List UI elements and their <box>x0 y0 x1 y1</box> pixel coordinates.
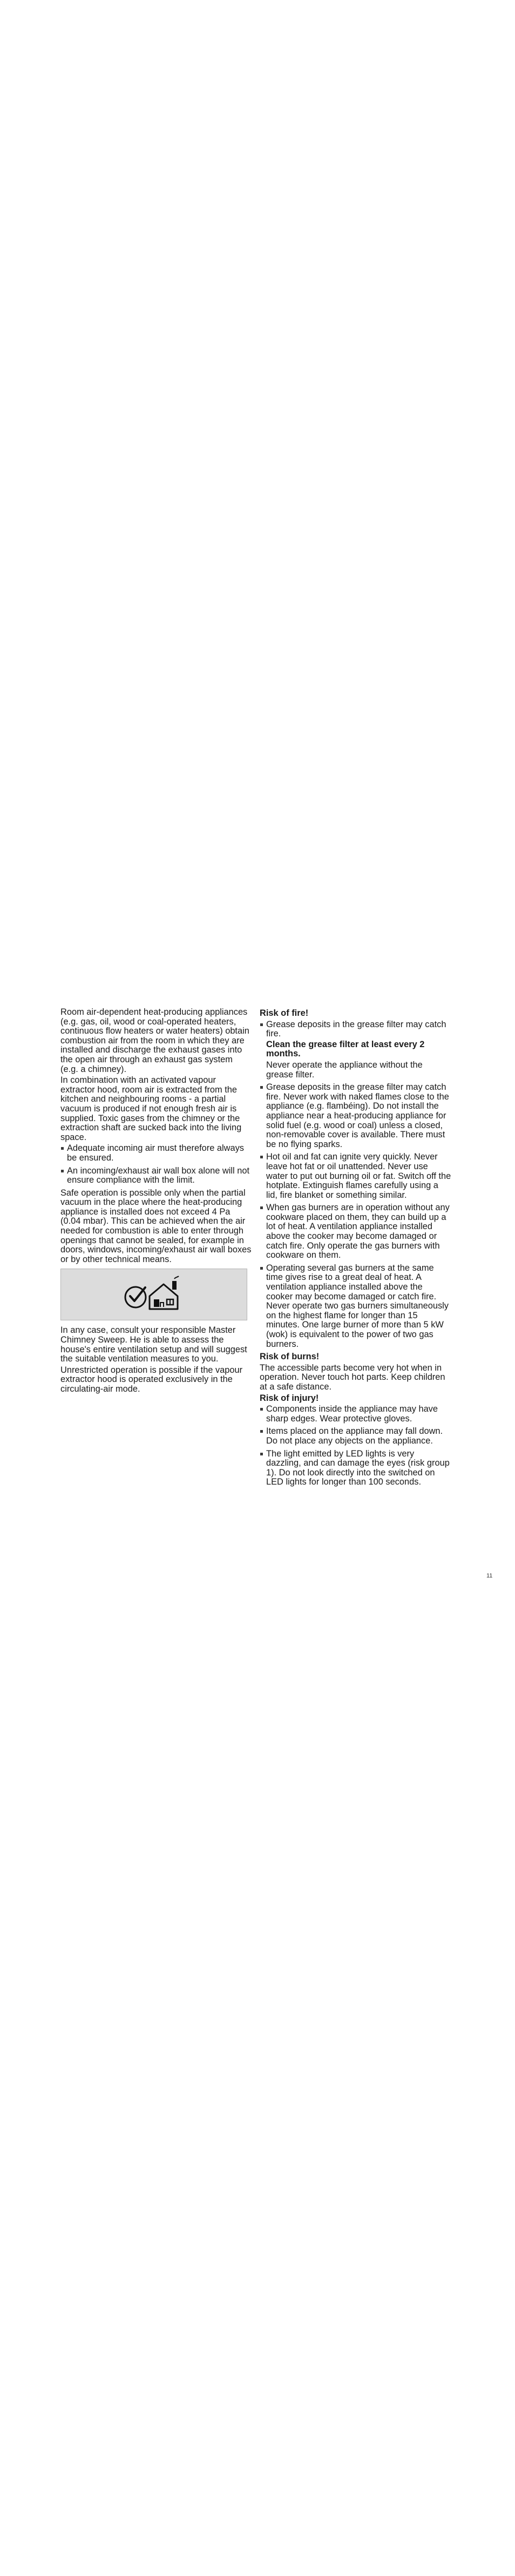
chimney-sweep-illustration <box>121 1276 186 1313</box>
list-item: Items placed on the appliance may fall down. Do not place any objects on the appliance. <box>260 1427 451 1446</box>
room-air-paragraph: Room air-dependent heat-producing appliances (e.g. gas, oil, wood or coal-operated heaters, continuous flow heaters or water heaters) obtain combustion air from the room in which they are installed and discharge the exhaust gases into the open air through an exhaust gas system (e.g. a chimney). <box>60 1007 249 1074</box>
page-number: 11 <box>486 1573 493 1579</box>
incoming-air-list <box>60 1144 252 1185</box>
checkmark-circle-icon <box>125 1287 146 1307</box>
risk-of-injury-heading: Risk of injury! <box>260 1393 319 1403</box>
clean-filter-text: Never operate the appliance without the grease filter. <box>266 1060 423 1080</box>
risk-of-fire-heading: Risk of fire! <box>260 1008 309 1018</box>
right-column <box>260 1008 451 1491</box>
list-item: Adequate incoming air must therefore always be ensured. <box>60 1144 252 1163</box>
fire-list-intro <box>260 1020 451 1039</box>
chimney-sweep-figure <box>60 1269 247 1320</box>
safe-operation-paragraph: Safe operation is possible only when the partial vacuum in the place where the heat-producing appliance is installed does not exceed 4 Pa (0.04 mbar). This can be achieved when the air needed for combustion is able to enter through openings that cannot be sealed, for example in doors, windows, incoming/exhaust air wall boxes or by other technical means. <box>60 1188 252 1264</box>
list-item: Operating several gas burners at the same time gives rise to a great deal of heat. A ventilation appliance installed above the cooker may become damaged or catch fire. Never operate two gas burners simultaneously on the highest flame for longer than 15 minutes. One large burner of more than 5 kW (wok) is equivalent to the power of two gas burners. <box>260 1264 451 1349</box>
list-item: Components inside the appliance may have sharp edges. Wear protective gloves. <box>260 1405 451 1424</box>
grease-filter-instruction <box>260 1040 451 1080</box>
partial-vacuum-paragraph: In combination with an activated vapour extractor hood, room air is extracted from the kitchen and neighbouring rooms - a partial vacuum is produced if not enough fresh air is supplied. Toxic gases from the chimney or the extraction shaft are sucked back into the living space. <box>60 1075 242 1142</box>
list-item: An incoming/exhaust air wall box alone will not ensure compliance with the limit. <box>60 1166 252 1185</box>
burns-paragraph: The accessible parts become very hot when in operation. Never touch hot parts. Keep children at a safe distance. <box>260 1363 445 1392</box>
list-item: Hot oil and fat can ignite very quickly. Never leave hot fat or oil unattended. Never use water to put out burning oil or fat. Switch off the hotplate. Extinguish flames carefully using a lid, fire blanket or something similar. <box>260 1152 451 1200</box>
list-item: When gas burners are in operation without any cookware placed on them, they can build up a lot of heat. A ventilation appliance installed above the cooker may become damaged or catch fire. Only operate the gas burners with cookware on them. <box>260 1203 451 1260</box>
left-column <box>60 1008 252 1396</box>
risk-of-burns-heading: Risk of burns! <box>260 1352 320 1362</box>
fire-list <box>260 1083 451 1349</box>
injury-list <box>260 1405 451 1487</box>
consult-chimney-sweep-paragraph: In any case, consult your responsible Master Chimney Sweep. He is able to assess the house's entire ventilation setup and will suggest the suitable ventilation measures to you. <box>60 1325 247 1364</box>
circulating-air-paragraph: Unrestricted operation is possible if the vapour extractor hood is operated exclusively in the circulating-air mode. <box>60 1365 243 1394</box>
list-item: Grease deposits in the grease filter may catch fire. <box>260 1020 451 1039</box>
clean-filter-heading: Clean the grease filter at least every 2 months. <box>266 1039 425 1059</box>
list-item: Grease deposits in the grease filter may catch fire. Never work with naked flames close to the appliance (e.g. flambéing). Do not install the appliance near a heat-producing appliance for solid fuel (e.g. wood or coal) unless a closed, non-removable cover is available. There must be no flying sparks. <box>260 1083 451 1149</box>
chimney-house-icon <box>150 1276 179 1309</box>
list-item: The light emitted by LED lights is very dazzling, and can damage the eyes (risk group 1). Do not look directly into the switched on LED lights for longer than 100 seconds. <box>260 1449 451 1487</box>
